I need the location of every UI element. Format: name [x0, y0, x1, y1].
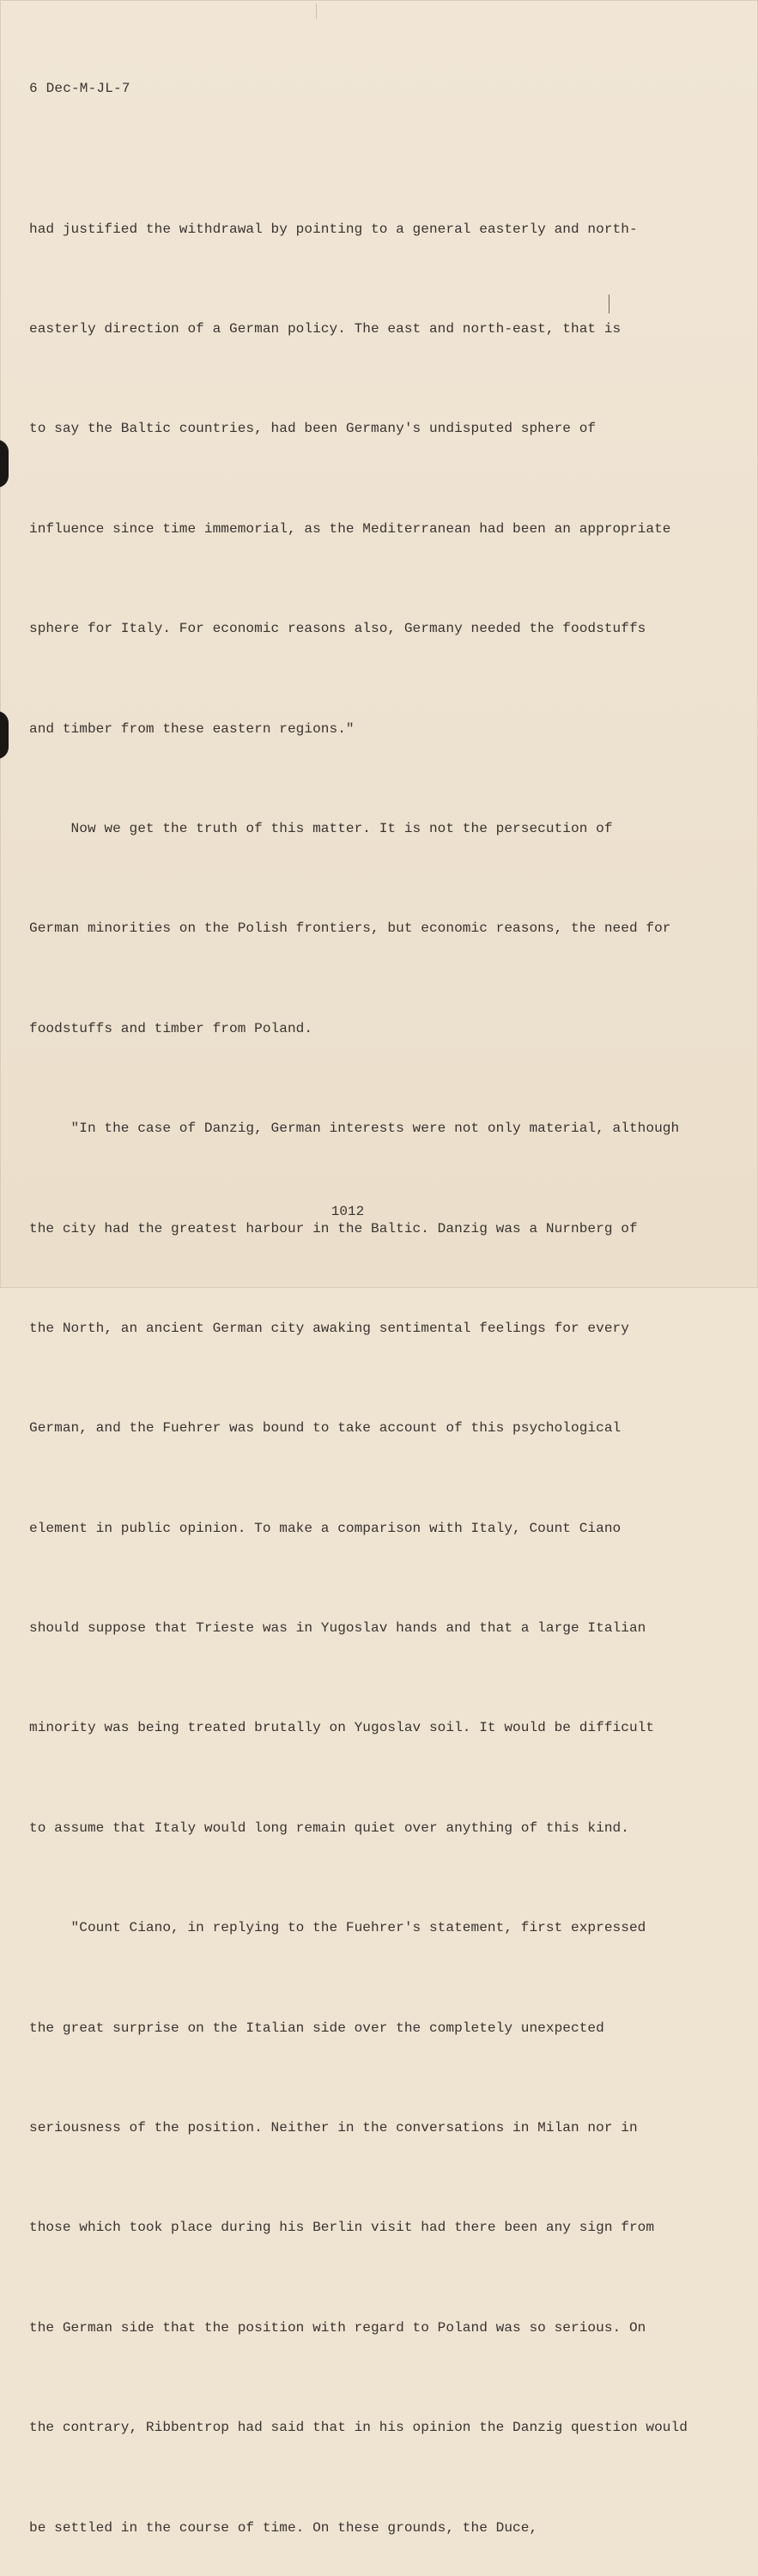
- text-line: be settled in the course of time. On these grounds, the Duce,: [29, 2519, 538, 2536]
- text-line: German minorities on the Polish frontiers, but economic reasons, the need for: [29, 920, 671, 937]
- text-line: the German side that the position with regard to Poland was so serious. On: [29, 2319, 646, 2336]
- text-line: the contrary, Ribbentrop had said that in his opinion the Danzig question would: [29, 2420, 688, 2436]
- text-line: minority was being treated brutally on Yugoslav soil. It would be difficult: [29, 1720, 655, 1736]
- text-line: those which took place during his Berlin visit had there been any sign from: [29, 2220, 655, 2236]
- page-number: 1012: [330, 1204, 365, 1219]
- text-line: the city had the greatest harbour in the Baltic. Danzig was a Nurnberg of: [29, 1220, 638, 1236]
- text-line: foodstuffs and timber from Poland.: [29, 1020, 313, 1036]
- text-line: easterly direction of a German policy. The east and north-east, that is: [29, 320, 622, 337]
- text-line: to say the Baltic countries, had been Germany's undisputed sphere of: [29, 421, 597, 437]
- text-line: "Count Ciano, in replying to the Fuehrer's statement, first expressed: [29, 1920, 646, 1936]
- text-line: German, and the Fuehrer was bound to take account of this psychological: [29, 1420, 622, 1437]
- text-line: and timber from these eastern regions.": [29, 720, 355, 737]
- text-line: the great surprise on the Italian side over the completely unexpected: [29, 2020, 604, 2036]
- text-line: sphere for Italy. For economic reasons also, Germany needed the foodstuffs: [29, 621, 646, 637]
- text-line: influence since time immemorial, as the Mediterranean had been an appropriate: [29, 520, 671, 537]
- text-line: "In the case of Danzig, German interests were not only material, although: [29, 1121, 680, 1137]
- text-line: the North, an ancient German city awaking sentimental feelings for every: [29, 1320, 629, 1336]
- text-line: Now we get the truth of this matter. It is not the persecution of: [29, 820, 613, 836]
- punch-hole: [0, 440, 9, 488]
- text-line: to assume that Italy would long remain quiet over anything of this kind.: [29, 1820, 629, 1836]
- text-line: should suppose that Trieste was in Yugoslav hands and that a large Italian: [29, 1620, 646, 1637]
- text-line: had justified the withdrawal by pointing to a general easterly and north-: [29, 221, 638, 237]
- paper-mark: [316, 3, 317, 19]
- document-reference: 6 Dec-M-JL-7: [29, 81, 130, 96]
- text-line: element in public opinion. To make a comparison with Italy, Count Ciano: [29, 1520, 622, 1536]
- document-body: [29, 146, 699, 2576]
- punch-hole: [0, 711, 9, 759]
- text-line: seriousness of the position. Neither in the conversations in Milan nor in: [29, 2120, 638, 2136]
